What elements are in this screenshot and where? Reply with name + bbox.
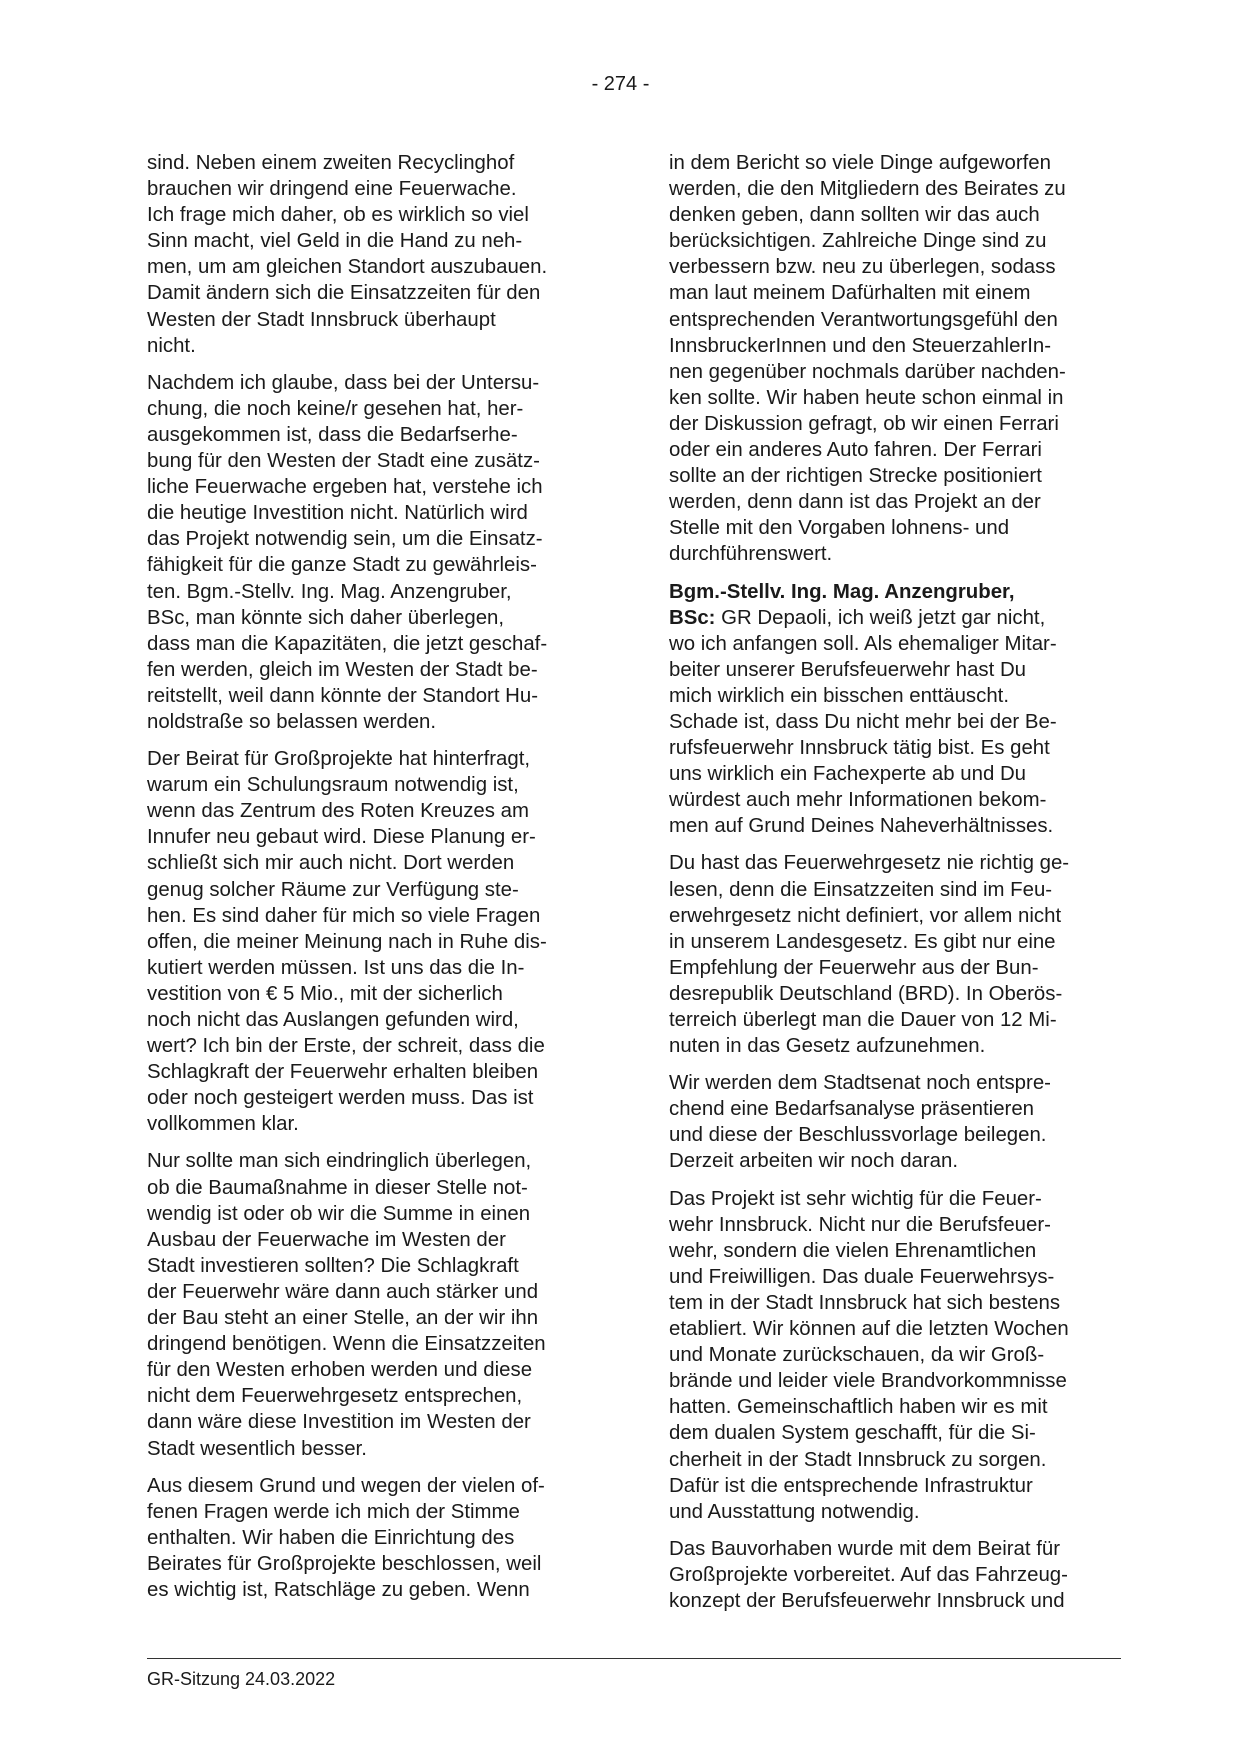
speaker-text: GR Depaoli, ich weiß jetzt gar nicht, wo ich anfangen soll. Als ehemaliger Mitar- beiter unserer Berufsfeuerwehr hast Du mich wirklich ein bisschen enttäuscht. Schade ist, dass Du nicht mehr bei der Be- rufsfeuerwehr Innsbruck tätig bist. Es geht uns wirklich ein Fachexperte ab und Du würdest auch mehr Informationen bekom- men auf Grund Deines Naheverhältnisses. xyxy=(669,606,1057,838)
paragraph: Du hast das Feuerwehrgesetz nie richtig ge- lesen, denn die Einsatzzeiten sind im Feu- erwehrgesetz nicht definiert, vor allem nicht in unserem Landesgesetz. Es gibt nur eine Empfehlung der Feuerwehr aus der Bun- desrepublik Deutschland (BRD). In Oberös- terreich überlegt man die Dauer von 12 Mi- nuten in das Gesetz aufzunehmen. xyxy=(669,852,1070,1058)
page-number: - 274 - xyxy=(591,73,650,95)
right-column xyxy=(669,150,1119,1625)
paragraph: Aus diesem Grund und wegen der vielen of- fenen Fragen werde ich mich der Stimme enthalten. Wir haben die Einrichtung des Beirates für Großprojekte beschlossen, weil es wichtig ist, Ratschläge zu geben. Wenn xyxy=(147,1474,545,1601)
paragraph: sind. Neben einem zweiten Recyclinghof brauchen wir dringend eine Feuerwache. Ich frage mich daher, ob es wirklich so viel Sinn macht, viel Geld in die Hand zu neh- men, um am gleichen Standort auszubauen. Damit ändern sich die Einsatzzeiten für den Westen der Stadt Innsbruck überhaupt nicht. xyxy=(147,152,548,357)
paragraph: Der Beirat für Großprojekte hat hinterfragt, warum ein Schulungsraum notwendig ist, wenn das Zentrum des Roten Kreuzes am Innufer neu gebaut wird. Diese Planung er- schließt sich mir auch nicht. Dort werden genug solcher Räume zur Verfügung ste- hen. Es sind daher für mich so viele Fragen offen, die meiner Meinung nach in Ruhe dis- kutiert werden müssen. Ist uns das die In- vestition von € 5 Mio., mit der sicherlich noch nicht das Auslangen gefunden wird, wert? Ich bin der Erste, der schreit, dass die Schlagkraft der Feuerwehr erhalten bleiben oder noch gesteigert werden muss. Das ist vollkommen klar. xyxy=(147,748,547,1136)
paragraph: Nur sollte man sich eindringlich überlegen, ob die Baumaßnahme in dieser Stelle not- wendig ist oder ob wir die Summe in einen Ausbau der Feuerwache im Westen der Stadt investieren sollten? Die Schlagkraft der Feuerwehr wäre dann auch stärker und der Bau steht an einer Stelle, an der wir ihn dringend benötigen. Wenn die Einsatzzeiten für den Westen erhoben werden und diese nicht dem Feuerwehrgesetz entsprechen, dann wäre diese Investition im Westen der Stadt wesentlich besser. xyxy=(147,1150,546,1460)
footer-divider xyxy=(147,1658,1121,1659)
speaker-name: Bgm.-Stellv. Ing. Mag. Anzengruber, BSc: xyxy=(669,580,1015,629)
paragraph: in dem Bericht so viele Dinge aufgeworfen werden, die den Mitgliedern des Beirates zu denken geben, dann sollten wir das auch berücksichtigen. Zahlreiche Dinge sind zu verbessern bzw. neu zu überlegen, sodass man laut meinem Dafürhalten mit einem entsprechenden Verantwortungsgefühl den InnsbruckerInnen und den SteuerzahlerIn- nen gegenüber nochmals darüber nachden- ken sollte. Wir haben heute schon einmal in der Diskussion gefragt, ob wir einen Ferrari oder ein anderes Auto fahren. Der Ferrari sollte an der richtigen Strecke positioniert werden, denn dann ist das Projekt an der Stelle mit den Vorgaben lohnens- und durchführenswert. xyxy=(669,152,1066,566)
left-column xyxy=(147,150,597,1614)
paragraph: Wir werden dem Stadtsenat noch entspre- chend eine Bedarfsanalyse präsentieren und diese der Beschlussvorlage beilegen. Derzeit arbeiten wir noch daran. xyxy=(669,1072,1051,1173)
paragraph: Das Projekt ist sehr wichtig für die Feuer- wehr Innsbruck. Nicht nur die Berufsfeuer- wehr, sondern die vielen Ehrenamtlichen und Freiwilligen. Das duale Feuerwehrsys- tem in der Stadt Innsbruck hat sich bestens etabliert. Wir können auf die letzten Wochen und Monate zurückschauen, da wir Groß- brände und leider viele Brandvorkommnisse hatten. Gemeinschaftlich haben wir es mit dem dualen System geschafft, für die Si- cherheit in der Stadt Innsbruck zu sorgen. Dafür ist die entsprechende Infrastruktur und Ausstattung notwendig. xyxy=(669,1187,1069,1523)
speaker-paragraph xyxy=(669,579,1119,840)
paragraph: Das Bauvorhaben wurde mit dem Beirat für Großprojekte vorbereitet. Auf das Fahrzeug- konzept der Berufsfeuerwehr Innsbruck und xyxy=(669,1537,1068,1612)
paragraph: Nachdem ich glaube, dass bei der Untersu- chung, die noch keine/r gesehen hat, her- ausgekommen ist, dass die Bedarfserhe- bung für den Westen der Stadt eine zusätz- liche Feuerwache ergeben hat, verstehe ich die heutige Investition nicht. Natürlich wird das Projekt notwendig sein, um die Einsatz- fähigkeit für die ganze Stadt zu gewährleis- ten. Bgm.-Stellv. Ing. Mag. Anzengruber, BSc, man könnte sich daher überlegen, dass man die Kapazitäten, die jetzt geschaf- fen werden, gleich im Westen der Stadt be- reitstellt, weil dann könnte der Standort Hu- noldstraße so belassen werden. xyxy=(147,371,548,733)
footer-text: GR-Sitzung 24.03.2022 xyxy=(147,1669,336,1689)
